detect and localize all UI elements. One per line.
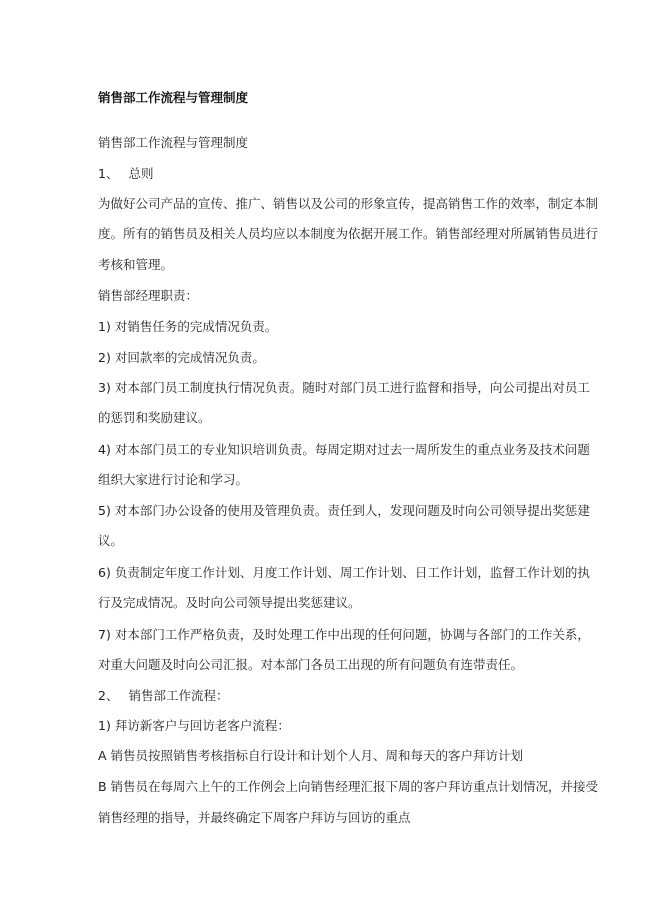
duty-text: 对本部门员工的专业知识培训负责。每周定期对过去一周所发生的重点业务及技术问题 xyxy=(114,442,590,457)
duty-text: 对本部门办公设备的使用及管理负责。责任到人，发现问题及时向公司领导提出奖惩建 xyxy=(114,503,590,518)
process-item-b-continued: 销售经理的指导，并最终确定下周客户拜访与回访的重点 xyxy=(98,810,411,825)
duty-text-continued: 议。 xyxy=(98,533,124,548)
duty-number: 5) xyxy=(98,503,111,518)
duty-item xyxy=(98,440,590,458)
section-heading-general xyxy=(98,164,153,182)
document-subtitle: 销售部工作流程与管理制度 xyxy=(98,135,249,150)
duty-number: 2) xyxy=(98,350,111,365)
duty-item xyxy=(98,625,590,643)
duty-text: 对本部门工作严格负责，及时处理工作中出现的任何问题，协调与各部门的工作关系， xyxy=(114,627,590,642)
duty-item xyxy=(98,563,590,581)
section-number: 2、 xyxy=(98,688,119,703)
duty-item xyxy=(98,378,590,396)
section-title: 销售部工作流程： xyxy=(128,688,229,703)
duty-number: 3) xyxy=(98,380,111,395)
duty-number: 7) xyxy=(98,627,111,642)
duty-text-continued: 组织大家进行讨论和学习。 xyxy=(98,472,249,487)
duty-item xyxy=(98,501,590,519)
duty-item xyxy=(98,317,277,335)
intro-line: 考核和管理。 xyxy=(98,257,174,272)
section-number: 1、 xyxy=(98,166,119,181)
duty-number: 1) xyxy=(98,319,111,334)
duties-heading: 销售部经理职责： xyxy=(98,288,199,303)
intro-line: 为做好公司产品的宣传、推广、销售以及公司的形象宣传，提高销售工作的效率，制定本制 xyxy=(98,196,599,211)
duty-number: 4) xyxy=(98,442,111,457)
duty-text-continued: 的惩罚和奖励建议。 xyxy=(98,410,211,425)
duty-text: 对回款率的完成情况负责。 xyxy=(114,350,265,365)
process-heading xyxy=(98,716,290,734)
section-title: 总则 xyxy=(128,166,154,181)
duty-item xyxy=(98,348,265,366)
duty-text-continued: 对重大问题及时向公司汇报。对本部门各员工出现的所有问题负有连带责任。 xyxy=(98,657,524,672)
duty-text: 负责制定年度工作计划、月度工作计划、周工作计划、日工作计划，监督工作计划的执 xyxy=(114,565,590,580)
duty-text: 对销售任务的完成情况负责。 xyxy=(114,319,278,334)
duty-number: 6) xyxy=(98,565,111,580)
duty-text: 对本部门员工制度执行情况负责。随时对部门员工进行监督和指导，向公司提出对员工 xyxy=(114,380,590,395)
process-item-b: B 销售员在每周六上午的工作例会上向销售经理汇报下周的客户拜访重点计划情况，并接受 xyxy=(98,779,599,794)
section-heading-process xyxy=(98,686,228,704)
duty-text-continued: 行及完成情况。及时向公司领导提出奖惩建议。 xyxy=(98,595,361,610)
document-title: 销售部工作流程与管理制度 xyxy=(98,90,249,105)
intro-line: 度。所有的销售员及相关人员均应以本制度为依据开展工作。销售部经理对所属销售员进行 xyxy=(98,226,599,241)
process-number: 1) xyxy=(98,718,111,733)
process-title: 拜访新客户与回访老客户流程： xyxy=(114,718,290,733)
process-item-a: A 销售员按照销售考核指标自行设计和计划个人月、周和每天的客户拜访计划 xyxy=(98,748,524,763)
